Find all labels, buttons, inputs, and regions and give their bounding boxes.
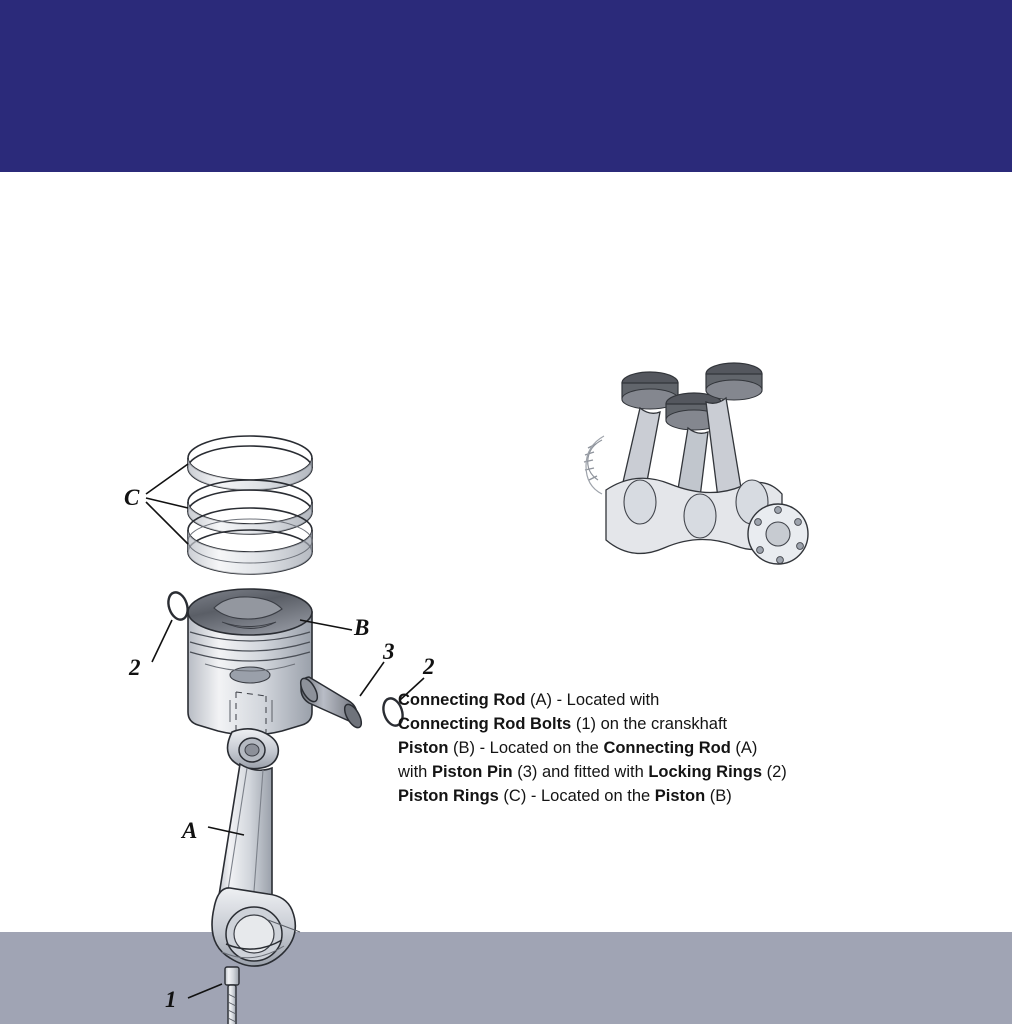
caption-line [398, 736, 868, 760]
leader-c-2 [146, 498, 188, 508]
leader-c-1 [146, 464, 188, 494]
leader-c-3 [146, 502, 188, 544]
callout-1: 1 [165, 987, 177, 1012]
caption-text: (B) - Located on the [448, 739, 604, 757]
caption-term: Piston Rings [398, 787, 499, 805]
header-band [0, 0, 1012, 172]
right-margin [1012, 0, 1024, 1024]
caption-line [398, 712, 868, 736]
leader-3 [360, 662, 384, 696]
caption-term: Piston [398, 739, 449, 757]
caption-text: (3) and fitted with [512, 763, 649, 781]
locking-ring-left [152, 590, 191, 662]
caption-line [398, 688, 868, 712]
connecting-rod [208, 729, 300, 966]
callout-2-left: 2 [129, 655, 141, 680]
callout-c: C [124, 485, 140, 510]
caption-term: Connecting Rod Bolts [398, 715, 572, 733]
crank-assembly-inset [584, 363, 808, 564]
caption-text: (1) on the cranskhaft [571, 715, 728, 733]
caption-term: Connecting Rod [603, 739, 731, 757]
callout-2-right: 2 [423, 654, 435, 679]
leader-2-left [152, 620, 172, 662]
inset-piston-3 [706, 363, 762, 400]
caption-term: Connecting Rod [398, 691, 526, 709]
caption-text: (2) [762, 763, 787, 781]
caption-text: (A) - Located with [525, 691, 660, 709]
exploded-diagram [0, 172, 1012, 1012]
caption-text: with [398, 763, 432, 781]
piston-rings-group [146, 436, 312, 574]
caption-text: (C) - Located on the [498, 787, 655, 805]
caption-text: (B) [705, 787, 732, 805]
callout-3: 3 [383, 639, 395, 664]
caption-term: Piston [654, 787, 706, 805]
caption-block [398, 688, 868, 808]
callout-b: B [354, 615, 370, 640]
caption-term: Locking Rings [648, 763, 763, 781]
caption-text: (A) [730, 739, 758, 757]
caption-term: Piston Pin [431, 763, 513, 781]
callout-a: A [182, 818, 198, 843]
footer-band [0, 932, 1012, 1024]
diagram-svg [0, 172, 1012, 1012]
piston-ring-1 [188, 436, 312, 490]
caption-line [398, 760, 868, 784]
caption-line [398, 784, 868, 808]
piston-group [188, 589, 352, 735]
